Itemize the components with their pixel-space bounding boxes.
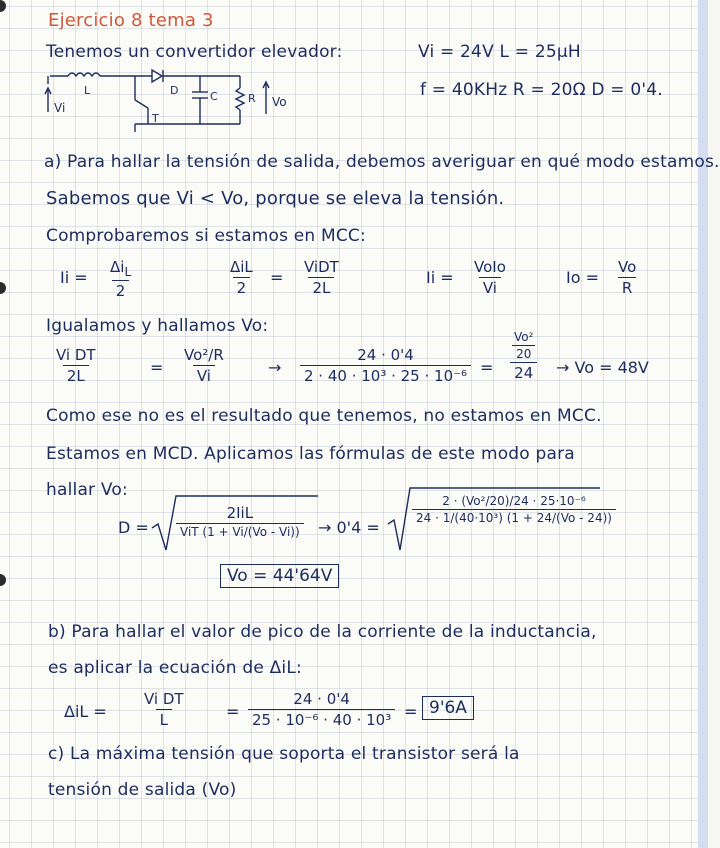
circuit-label-c: C (210, 90, 218, 103)
eq-vo2r-num: Vo²/R (184, 346, 224, 364)
eq-vidt2l-num: Vi DT (56, 346, 96, 364)
vo-result-box: Vo = 44'64V (220, 564, 339, 588)
eq-b-numeric-num: 24 · 0'4 (293, 690, 350, 708)
eq-vidt-den: 2L (308, 277, 334, 297)
eq-ii-fraction (106, 258, 135, 300)
eq-b-num: Vi DT (144, 690, 184, 708)
eq-compound-den: 24 (510, 362, 537, 382)
part-a-line-6: Estamos en MCD. Aplicamos las fórmulas de este modo para (46, 444, 575, 464)
eq-io-den: R (618, 277, 636, 297)
eq-compound-fraction (506, 330, 541, 382)
eq-vidt2l-den: 2L (63, 365, 89, 385)
eq-d2-fraction (412, 494, 616, 525)
eq-compound-inner-num: Vo² (514, 330, 534, 344)
intro-text: Tenemos un convertidor elevador: (46, 42, 343, 62)
eq-d-num: 2IiL (226, 504, 254, 522)
part-a-line-2: Sabemos que Vi < Vo, porque se eleva la tensión. (46, 188, 505, 209)
eq-vo48-result: → Vo = 48V (556, 358, 649, 377)
circuit-label-l: L (84, 84, 91, 97)
eq-ii-sub: L (124, 265, 132, 279)
page-edge (698, 0, 708, 848)
eq-ii2-num: VoIo (474, 258, 506, 276)
binder-ring (0, 574, 6, 586)
params-line-2: f = 40KHz R = 20Ω D = 0'4. (420, 80, 663, 100)
eq-d-den: ViT (1 + Vi/(Vo - Vi)) (176, 523, 304, 539)
params-line-1: Vi = 24V L = 25μH (418, 42, 581, 62)
eq-numeric-den: 2 · 40 · 10³ · 25 · 10⁻⁶ (300, 365, 471, 385)
part-b-line-2: es aplicar la ecuación de ΔiL: (48, 658, 302, 678)
circuit-label-r: R (248, 92, 256, 105)
circuit-label-d: D (170, 84, 179, 97)
eq-io-num: Vo (618, 258, 637, 276)
eq-d-fraction (176, 504, 304, 539)
part-a-line-5: Como ese no es el resultado que tenemos, no estamos en MCC. (46, 406, 602, 426)
eq-vo2r-fraction (180, 346, 228, 385)
eq-ii-lhs: Ii = (60, 268, 88, 287)
eq-b-lhs: ΔiL = (64, 702, 107, 721)
eq-io-lhs: Io = (566, 268, 599, 287)
eq-d-lhs: D = (118, 518, 149, 537)
eq-vidt-fraction (300, 258, 343, 297)
eq-row2-eq2: = (480, 358, 494, 377)
part-a-line-1: a) Para hallar la tensión de salida, debemos averiguar en qué modo estamos. (44, 152, 720, 172)
exercise-title: Ejercicio 8 tema 3 (48, 10, 214, 31)
eq-d2-den: 24 · 1/(40·10³) (1 + 24/(Vo - 24)) (412, 509, 616, 525)
part-b-line-1: b) Para hallar el valor de pico de la corriente de la inductancia, (48, 622, 597, 642)
eq-ii2-fraction (470, 258, 510, 297)
part-a-line-4: Igualamos y hallamos Vo: (46, 316, 269, 336)
eq-b-numeric-fraction (248, 690, 395, 729)
eq-row2-arrow: → (268, 358, 282, 377)
part-c-line-2: tensión de salida (Vo) (48, 780, 237, 800)
eq-b-fraction (140, 690, 188, 729)
part-a-line-7: hallar Vo: (46, 480, 128, 500)
boost-converter-circuit (40, 62, 287, 142)
eq-numeric-fraction (300, 346, 471, 385)
delta-il-result-box: 9'6A (422, 696, 474, 720)
circuit-label-t: T (152, 112, 159, 125)
circuit-label-vo: Vo (272, 95, 287, 109)
eq-deltail-num: ΔiL (230, 258, 253, 276)
eq-vidt2l-fraction (52, 346, 100, 385)
eq-compound-inner-den: 20 (512, 345, 535, 361)
eq-row2-eq: = (150, 358, 164, 377)
part-c-line-1: c) La máxima tensión que soporta el transistor será la (48, 744, 520, 764)
eq-deltail-eq: = (270, 268, 284, 287)
eq-vo2r-den: Vi (193, 365, 215, 385)
eq-io-fraction (614, 258, 640, 297)
eq-ii2-lhs: Ii = (426, 268, 454, 287)
eq-b-numeric-den: 25 · 10⁻⁶ · 40 · 10³ (248, 709, 395, 729)
eq-deltail-den: 2 (233, 277, 251, 297)
eq-deltail-fraction (226, 258, 257, 297)
binder-ring (0, 0, 6, 12)
binder-ring (0, 282, 6, 294)
eq-b-den: L (156, 709, 172, 729)
eq-d-arrow: → 0'4 = (318, 518, 380, 537)
eq-ii-den: 2 (112, 280, 130, 300)
circuit-label-vi: Vi (54, 101, 66, 115)
eq-b-eq: = (226, 702, 240, 721)
eq-b-eq2: = (404, 702, 418, 721)
eq-numeric-num: 24 · 0'4 (357, 346, 414, 364)
eq-ii2-den: Vi (479, 277, 501, 297)
eq-ii-num: Δi (110, 258, 125, 276)
part-a-line-3: Comprobaremos si estamos en MCC: (46, 226, 366, 246)
eq-d2-num: 2 · (Vo²/20)/24 · 25·10⁻⁶ (442, 494, 586, 508)
eq-vidt-num: ViDT (304, 258, 339, 276)
